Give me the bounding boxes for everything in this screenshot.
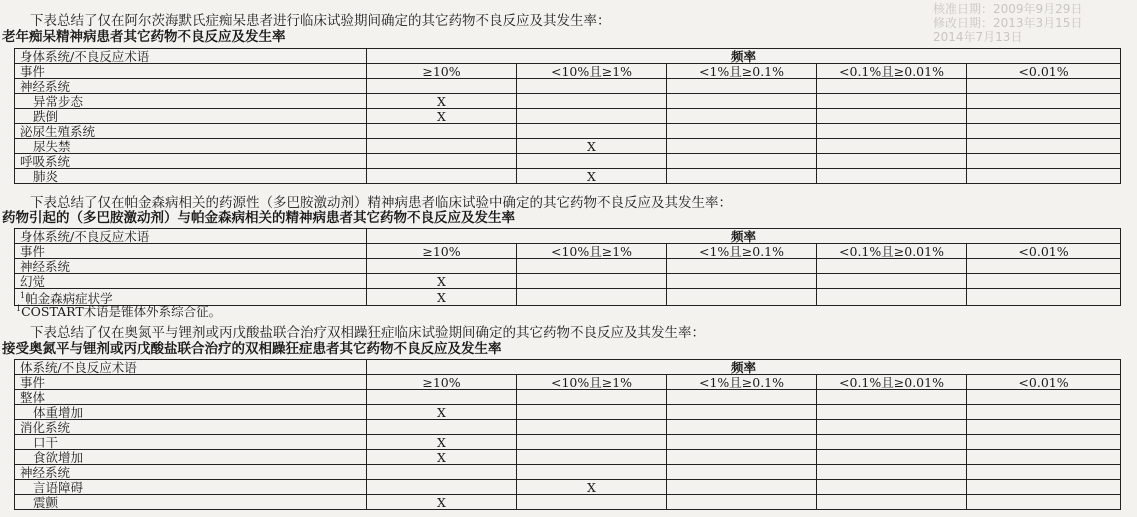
frequency-column-header: ≥10% [367,244,517,259]
row-label [15,109,367,124]
frequency-cell [517,390,667,405]
frequency-cell [817,495,967,510]
frequency-column-header: ≥10% [367,375,517,390]
frequency-cell [517,289,667,306]
frequency-cell [967,420,1121,435]
frequency-cell [967,94,1121,109]
row-label-text: 神经系统 [20,258,71,274]
table-row [15,465,1121,480]
frequency-cell [667,435,817,450]
frequency-cell [517,259,667,274]
row-label [15,465,367,480]
row-label [15,274,367,289]
frequency-cell [817,109,967,124]
section1-intro: 下表总结了仅在阿尔茨海默氏症痴呆患者进行临床试验期间确定的其它药物不良反应及其发生率： [30,13,611,29]
row-label [15,94,367,109]
frequency-cell [367,124,517,139]
frequency-cell [817,79,967,94]
frequency-cell [967,450,1121,465]
row-label-text: 异常步态 [33,93,84,109]
frequency-cell [367,480,517,495]
frequency-cell [967,390,1121,405]
section2-table [14,228,1121,306]
frequency-cell [517,420,667,435]
table-row [15,390,1121,405]
ghost-line: 核准日期：2009年9月29日 [933,2,1083,16]
frequency-cell [967,124,1121,139]
background-show-through [933,2,1133,44]
table-row [15,124,1121,139]
row-label [15,139,367,154]
frequency-cell [817,259,967,274]
row-label-text: 泌尿生殖系统 [20,123,96,139]
row-label-text: 震颤 [33,494,59,510]
frequency-cell: X [367,495,517,510]
footnote-marker: 1 [16,304,22,313]
frequency-cell [517,154,667,169]
row-label-text: 尿失禁 [33,138,71,154]
row-label [15,450,367,465]
table-row [15,450,1121,465]
frequency-cell [517,79,667,94]
row-label-text: 神经系统 [20,464,71,480]
frequency-cell [667,139,817,154]
frequency-column-header: <1%且≥0.1% [667,244,817,259]
frequency-cell [967,139,1121,154]
frequency-cell [367,169,517,184]
frequency-cell [817,390,967,405]
frequency-cell [967,495,1121,510]
frequency-cell [517,450,667,465]
frequency-cell [667,109,817,124]
frequency-cell [967,259,1121,274]
frequency-column-header: <10%且≥1% [517,375,667,390]
event-header: 事件 [15,375,367,390]
row-label-text: 肺炎 [33,168,59,184]
frequency-cell [817,274,967,289]
frequency-cell [367,465,517,480]
row-label-text: 整体 [20,389,46,405]
frequency-cell: X [367,435,517,450]
frequency-cell [817,139,967,154]
frequency-cell [817,435,967,450]
section3-intro: 下表总结了仅在奥氮平与锂剂或丙戊酸盐联合治疗双相躁狂症临床试验期间确定的其它药物不良反应及其发生率： [30,325,705,341]
section2-caption: 药物引起的（多巴胺激动剂）与帕金森病相关的精神病患者其它药物不良反应及发生率 [2,210,515,226]
frequency-header: 频率 [367,49,1121,64]
frequency-cell [367,154,517,169]
section3-caption: 接受奥氮平与锂剂或丙戊酸盐联合治疗的双相躁狂症患者其它药物不良反应及发生率 [2,341,502,357]
table-row [15,259,1121,274]
frequency-cell [817,480,967,495]
event-header: 事件 [15,64,367,79]
row-label [15,169,367,184]
frequency-column-header: ≥10% [367,64,517,79]
section1-caption: 老年痴呆精神病患者其它药物不良反应及发生率 [2,29,286,45]
frequency-cell [967,405,1121,420]
section2-intro: 下表总结了仅在帕金森病相关的药源性（多巴胺激动剂）精神病患者临床试验中确定的其它药物不良反应及其发生率： [30,195,732,211]
frequency-cell [817,154,967,169]
frequency-cell [817,450,967,465]
frequency-column-header: <0.1%且≥0.01% [817,244,967,259]
frequency-cell [517,274,667,289]
row-label [15,79,367,94]
row-label [15,390,367,405]
frequency-cell [817,420,967,435]
row-label-text: 消化系统 [20,419,71,435]
frequency-cell [817,124,967,139]
frequency-cell [517,124,667,139]
frequency-cell [967,79,1121,94]
row-label-text: 体重增加 [33,404,84,420]
frequency-cell [667,124,817,139]
frequency-cell: X [517,169,667,184]
frequency-cell [517,435,667,450]
row-label [15,405,367,420]
frequency-cell [817,169,967,184]
frequency-cell [667,420,817,435]
frequency-cell [967,154,1121,169]
frequency-cell [667,465,817,480]
frequency-column-header: <0.01% [967,375,1121,390]
section2-footnote [16,302,221,319]
row-label-text: 神经系统 [20,78,71,94]
frequency-cell [667,289,817,306]
frequency-cell [967,274,1121,289]
frequency-cell [817,289,967,306]
frequency-cell: X [367,450,517,465]
table-row [15,420,1121,435]
frequency-cell [667,495,817,510]
system-column-header: 体系统/不良反应术语 [15,360,367,375]
frequency-cell [967,435,1121,450]
row-label [15,124,367,139]
frequency-cell [667,390,817,405]
frequency-cell [367,420,517,435]
table-row [15,274,1121,289]
row-label [15,495,367,510]
frequency-cell [667,450,817,465]
frequency-cell [667,259,817,274]
frequency-cell [817,405,967,420]
frequency-cell [817,465,967,480]
frequency-column-header: <0.1%且≥0.01% [817,375,967,390]
frequency-cell: X [367,405,517,420]
frequency-cell [367,390,517,405]
frequency-cell [667,154,817,169]
frequency-column-header: <0.01% [967,244,1121,259]
ghost-line: 修改日期：2013年3月15日 [933,16,1083,30]
row-label-text: 跌倒 [33,108,59,124]
row-label-text: 帕金森病症状学 [25,291,113,306]
frequency-cell [517,495,667,510]
frequency-cell: X [367,109,517,124]
row-label-text: 言语障碍 [33,479,84,495]
frequency-cell [367,259,517,274]
table-row [15,480,1121,495]
frequency-cell [367,79,517,94]
frequency-cell: X [517,139,667,154]
frequency-cell [517,405,667,420]
table-row [15,94,1121,109]
frequency-cell: X [367,274,517,289]
frequency-cell [517,94,667,109]
frequency-cell [667,405,817,420]
event-header: 事件 [15,244,367,259]
table-row [15,154,1121,169]
ghost-line: 2014年7月13日 [933,30,1023,44]
row-label-text: 幻觉 [20,273,46,289]
system-column-header: 身体系统/不良反应术语 [15,229,367,244]
row-label-text: 呼吸系统 [20,153,71,169]
frequency-column-header: <1%且≥0.1% [667,375,817,390]
section1-table [14,48,1121,184]
footnote-text: COSTART术语是锥体外系综合征。 [21,304,222,320]
table-row [15,139,1121,154]
frequency-header: 频率 [367,229,1121,244]
frequency-cell [517,465,667,480]
row-label-text: 食欲增加 [33,449,84,465]
row-label [15,154,367,169]
row-label-superscript: 1 [20,291,26,300]
frequency-header: 频率 [367,360,1121,375]
frequency-cell [517,109,667,124]
row-label [15,480,367,495]
frequency-cell [967,480,1121,495]
frequency-cell [967,109,1121,124]
section3-table [14,359,1121,510]
system-column-header: 身体系统/不良反应术语 [15,49,367,64]
frequency-column-header: <10%且≥1% [517,64,667,79]
frequency-cell [967,289,1121,306]
frequency-cell [817,94,967,109]
frequency-cell [967,169,1121,184]
frequency-column-header: <1%且≥0.1% [667,64,817,79]
frequency-cell [667,169,817,184]
row-label [15,435,367,450]
frequency-cell [667,94,817,109]
frequency-column-header: <0.1%且≥0.01% [817,64,967,79]
row-label-text: 口干 [33,434,59,450]
frequency-cell [967,465,1121,480]
frequency-cell [667,274,817,289]
row-label [15,259,367,274]
frequency-column-header: <10%且≥1% [517,244,667,259]
frequency-cell: X [517,480,667,495]
frequency-cell [667,480,817,495]
frequency-cell [667,79,817,94]
frequency-cell: X [367,94,517,109]
table-row [15,405,1121,420]
frequency-column-header: <0.01% [967,64,1121,79]
table-row [15,169,1121,184]
table-row [15,435,1121,450]
row-label [15,420,367,435]
table-row [15,109,1121,124]
table-row [15,495,1121,510]
table-row [15,79,1121,94]
frequency-cell [367,139,517,154]
frequency-cell: X [367,289,517,306]
